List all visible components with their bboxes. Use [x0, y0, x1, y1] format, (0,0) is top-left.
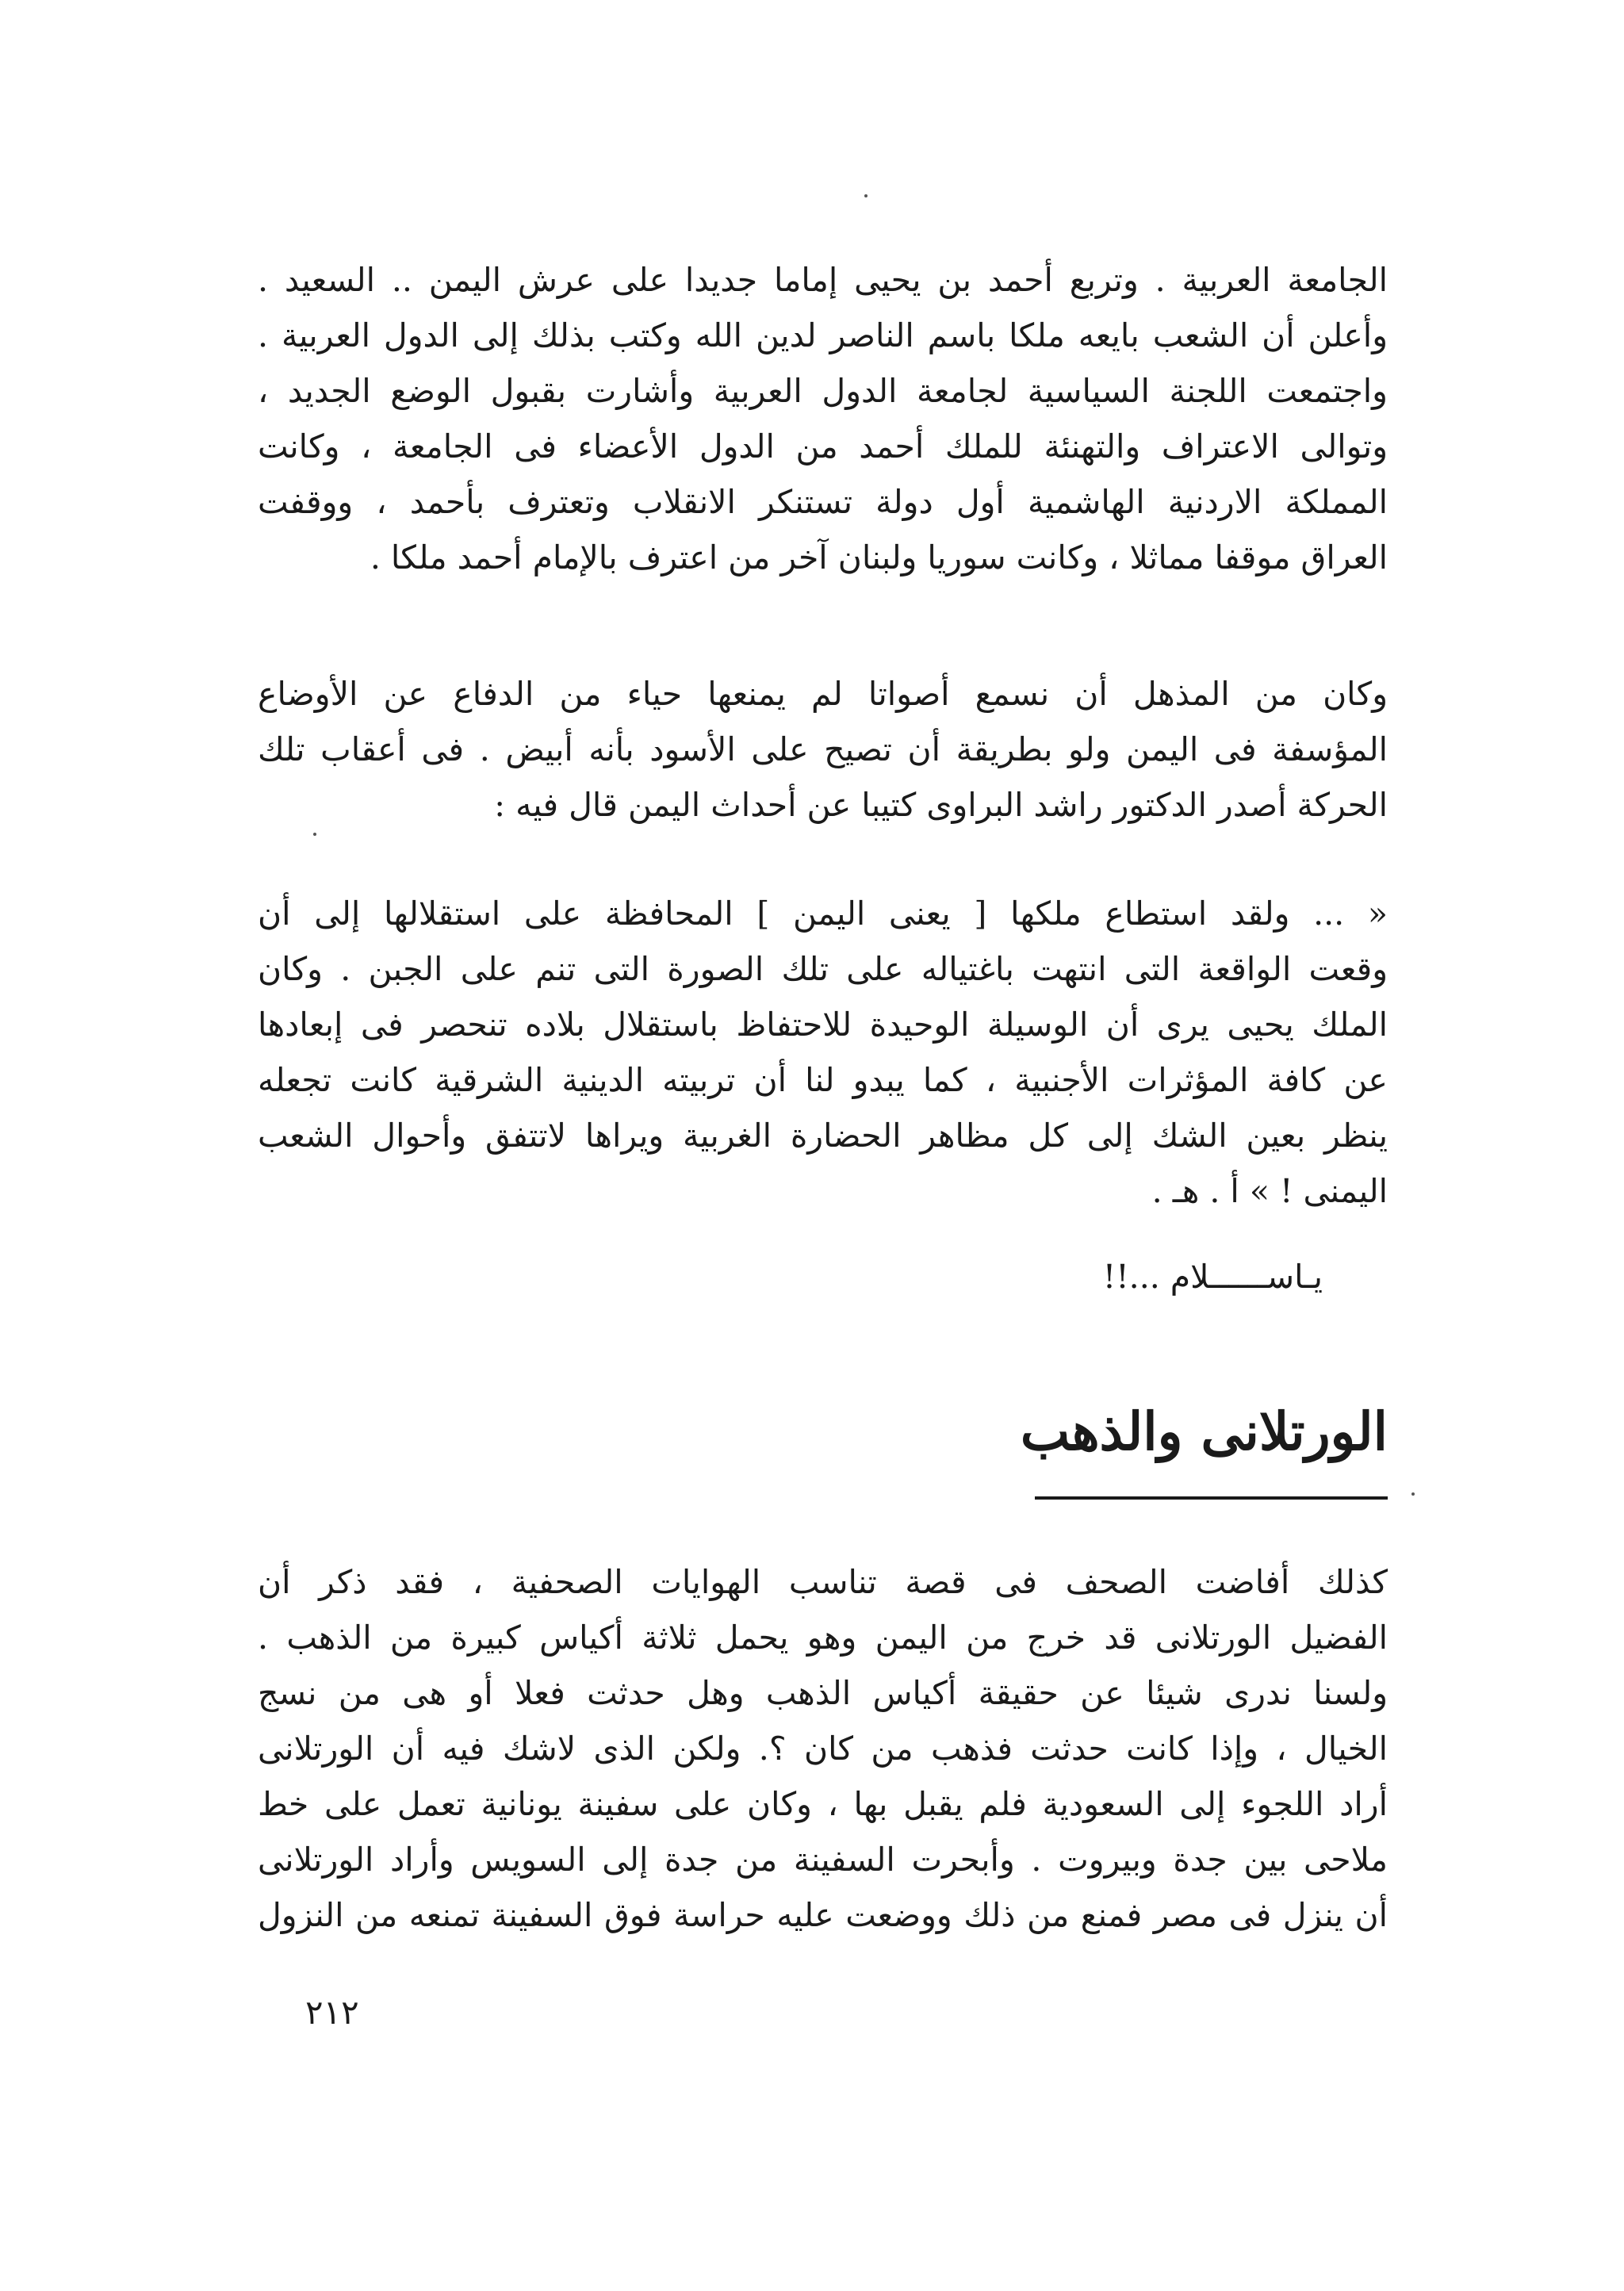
- text-line: كذلك أفاضت الصحف فى قصة تناسب الهوايات الصحفية ، فقد ذكر أن: [258, 1563, 1388, 1601]
- quote-paragraph: [258, 886, 1388, 1219]
- text-line: المؤسفة فى اليمن ولو بطريقة أن تصيح على الأسود بأنه أبيض . فى أعقاب تلك: [258, 730, 1388, 768]
- text-line: وكان من المذهل أن نسمع أصواتا لم يمنعها حياء من الدفاع عن الأوضاع: [258, 675, 1388, 713]
- text-line: الملك يحيى يرى أن الوسيلة الوحيدة للاحتفاظ باستقلال بلاده تنحصر فى إبعادها: [258, 1006, 1388, 1044]
- text-line: الجامعة العربية . وتربع أحمد بن يحيى إماما جديدا على عرش اليمن .. السعيد .: [258, 261, 1388, 299]
- text-line: وتوالى الاعتراف والتهنئة للملك أحمد من الدول الأعضاء فى الجامعة ، وكانت: [258, 427, 1388, 465]
- intro-paragraph: [258, 252, 1388, 585]
- text-line: وقعت الواقعة التى انتهت باغتياله على تلك الصورة التى تنم على الجبن . وكان: [258, 950, 1388, 988]
- text-line: الخيال ، وإذا كانت حدثت فذهب من كان ؟. ولكن الذى لاشك فيه أن الورتلانى: [258, 1730, 1388, 1768]
- text-line: أن ينزل فى مصر فمنع من ذلك ووضعت عليه حراسة فوق السفينة تمنعه من النزول: [258, 1896, 1388, 1934]
- text-line: ينظر بعين الشك إلى كل مظاهر الحضارة الغربية ويراها لاتتفق وأحوال الشعب: [258, 1117, 1388, 1155]
- signoff-exclamation: يـاســــــلام ...!!: [1102, 1258, 1323, 1296]
- text-line: وأعلن أن الشعب بايعه ملكا باسم الناصر لدين الله وكتب بذلك إلى الدول العربية .: [258, 316, 1388, 354]
- second-paragraph: [258, 666, 1388, 833]
- text-line: واجتمعت اللجنة السياسية لجامعة الدول العربية وأشارت بقبول الوضع الجديد ،: [258, 372, 1388, 410]
- text-line: الحركة أصدر الدكتور راشد البراوى كتيبا عن أحداث اليمن قال فيه :: [494, 786, 1388, 824]
- section-heading: الورتلانى والذهب: [1020, 1400, 1388, 1462]
- text-line: « ... ولقد استطاع ملكها [ يعنى اليمن ] المحافظة على استقلالها إلى أن: [258, 895, 1388, 933]
- text-line: الفضيل الورتلانى قد خرج من اليمن وهو يحمل ثلاثة أكياس كبيرة من الذهب .: [258, 1619, 1388, 1657]
- section-body: [258, 1554, 1388, 1943]
- page-number: ٢١٢: [305, 1993, 359, 2032]
- text-line: أراد اللجوء إلى السعودية فلم يقبل بها ، وكان على سفينة يونانية تعمل على خط: [258, 1785, 1388, 1823]
- text-line: ولسنا ندرى شيئا عن حقيقة أكياس الذهب وهل حدثت فعلا أو هى من نسج: [258, 1674, 1388, 1712]
- text-line: اليمنى ! » أ . هـ .: [1151, 1172, 1388, 1210]
- text-line: العراق موقفا مماثلا ، وكانت سوريا ولبنان آخر من اعترف بالإمام أحمد ملكا .: [370, 538, 1388, 577]
- heading-underline: [1035, 1496, 1388, 1500]
- scan-speck: [313, 833, 316, 836]
- scan-speck: [1411, 1492, 1415, 1496]
- text-line: ملاحى بين جدة وبيروت . وأبحرت السفينة من جدة إلى السويس وأراد الورتلانى: [258, 1841, 1388, 1879]
- text-line: المملكة الاردنية الهاشمية أول دولة تستنكر الانقلاب وتعترف بأحمد ، ووقفت: [258, 483, 1388, 521]
- text-line: عن كافة المؤثرات الأجنبية ، كما يبدو لنا أن تربيته الدينية الشرقية كانت تجعله: [258, 1061, 1388, 1099]
- scan-speck: [864, 194, 868, 197]
